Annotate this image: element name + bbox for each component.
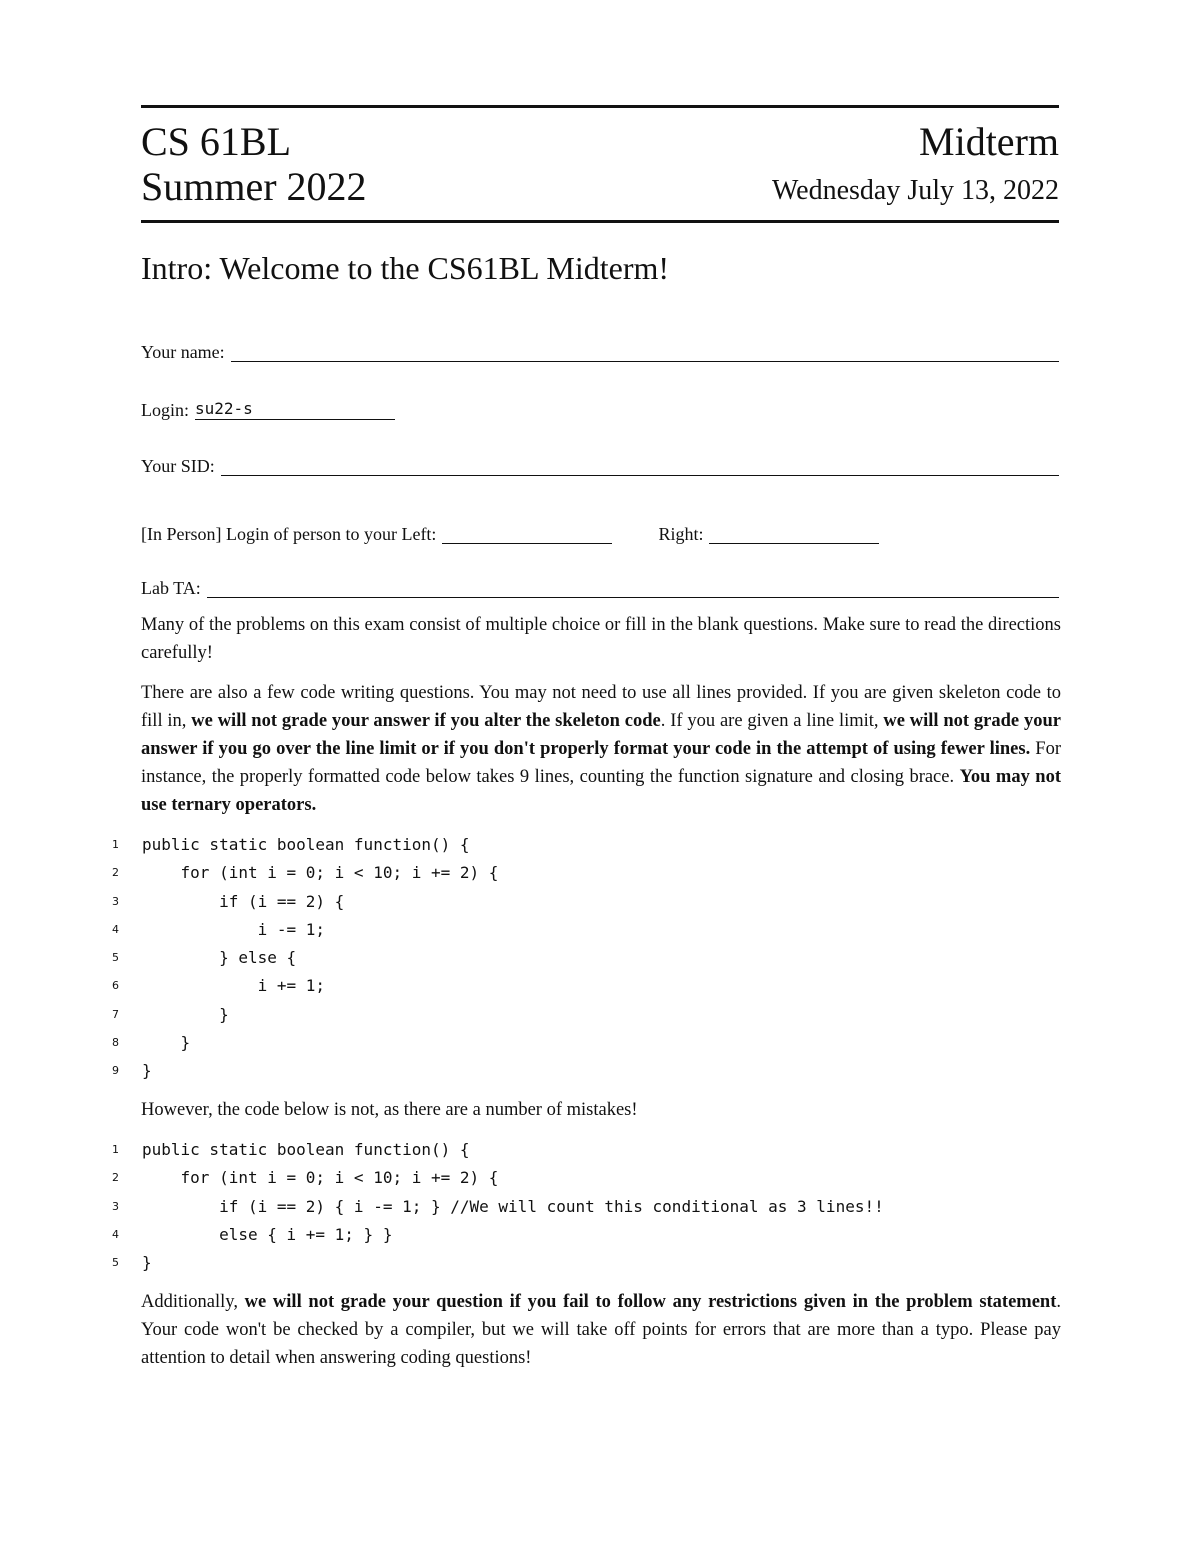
code-text: } <box>142 1253 152 1273</box>
header-bottom-rule <box>141 220 1059 223</box>
login-label: Login: <box>141 400 189 420</box>
sid-field[interactable] <box>141 450 1059 476</box>
line-number: 3 <box>112 1199 119 1213</box>
code-text: for (int i = 0; i < 10; i += 2) { <box>142 863 499 883</box>
neighbors-field[interactable] <box>141 518 879 544</box>
line-number: 4 <box>112 922 119 936</box>
intro-heading: Intro: Welcome to the CS61BL Midterm! <box>141 250 670 286</box>
code-text: for (int i = 0; i < 10; i += 2) { <box>142 1168 499 1188</box>
code-text: } <box>142 1004 229 1024</box>
line-number: 9 <box>112 1064 119 1078</box>
left-neighbor-label: [In Person] Login of person to your Left: <box>141 524 437 544</box>
left-neighbor-blank[interactable] <box>442 525 612 544</box>
exam-title: Midterm <box>919 119 1059 164</box>
code-text: i += 1; <box>142 976 326 996</box>
exam-date: Wednesday July 13, 2022 <box>771 175 1059 206</box>
name-blank[interactable] <box>231 343 1059 362</box>
line-number: 5 <box>112 951 119 965</box>
lab-ta-label: Lab TA: <box>141 578 201 598</box>
instructions-paragraph-4: Additionally, we will not grade your question if you fail to follow any restrictions given in the problem statement. Your code won't be checked by a compiler, but we will take off points for errors that are more than a typo. Please pay attention to detail when answering coding questions! <box>141 1292 1061 1368</box>
instructions-paragraph-1: Many of the problems on this exam consist of multiple choice or fill in the blank questions. Make sure to read the directions carefully! <box>141 615 1061 663</box>
line-number: 2 <box>112 1171 119 1185</box>
instructions-paragraph-3: However, the code below is not, as there are a number of mistakes! <box>141 1100 638 1120</box>
code-text: i -= 1; <box>142 919 326 939</box>
line-number: 5 <box>112 1256 119 1270</box>
line-number: 3 <box>112 894 119 908</box>
sid-blank[interactable] <box>221 457 1059 476</box>
code-text: } else { <box>142 948 297 968</box>
right-neighbor-blank[interactable] <box>709 525 879 544</box>
code-text: } <box>142 1061 152 1081</box>
lab-ta-blank[interactable] <box>207 579 1059 598</box>
lab-ta-field[interactable] <box>141 572 1059 598</box>
line-number: 4 <box>112 1227 119 1241</box>
name-field[interactable] <box>141 336 1059 362</box>
line-number: 8 <box>112 1036 119 1050</box>
name-label: Your name: <box>141 342 225 362</box>
course-title: CS 61BL <box>141 119 292 164</box>
line-number: 7 <box>112 1007 119 1021</box>
code-text: public static boolean function() { <box>142 1140 470 1159</box>
right-neighbor-label: Right: <box>658 524 704 544</box>
top-rule <box>141 105 1059 108</box>
code-text: } <box>142 1033 191 1053</box>
code-text: if (i == 2) { i -= 1; } //We will count this conditional as 3 lines!! <box>142 1196 884 1216</box>
code-text: if (i == 2) { <box>142 891 345 911</box>
login-field[interactable] <box>141 394 395 420</box>
code-text: else { i += 1; } } <box>142 1224 393 1244</box>
line-number: 1 <box>112 838 119 851</box>
code-text: public static boolean function() { <box>142 835 470 854</box>
instructions-paragraph-2: There are also a few code writing questions. You may not need to use all lines provided. If you are given skeleton code to fill in, we will not grade your answer if you alter the skeleton code. If you are given a line limit, we will not grade your answer if you go over the line limit or if you don't properly format your code in the attempt of using fewer lines. For instance, the properly formatted code below takes 9 lines, counting the function signature and closing brace. You may not use ternary operators. <box>141 683 1061 815</box>
term-title: Summer 2022 <box>141 164 367 209</box>
line-number: 6 <box>112 979 119 993</box>
line-number: 2 <box>112 866 119 880</box>
sid-label: Your SID: <box>141 456 215 476</box>
line-number: 1 <box>112 1143 119 1156</box>
login-value[interactable]: su22-s <box>195 399 395 420</box>
